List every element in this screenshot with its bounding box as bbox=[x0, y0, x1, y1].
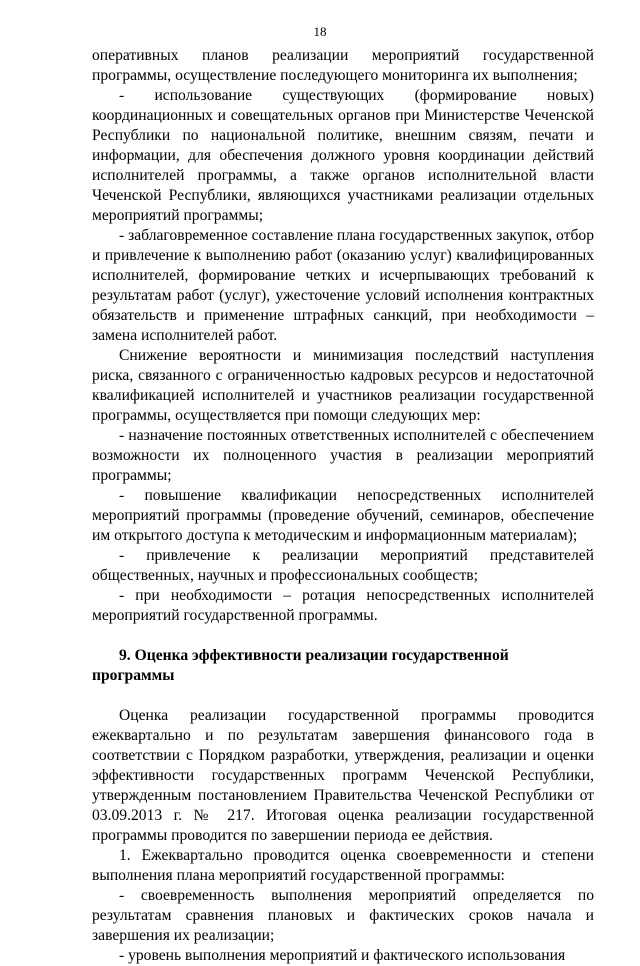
paragraph: - привлечение к реализации мероприятий представителей общественных, научных и профессиональных сообществ; bbox=[92, 547, 594, 584]
section-spacer bbox=[92, 686, 594, 706]
paragraph: - использование существующих (формирование новых) координационных и совещательных органов при Министерстве Чеченской Республики по национальной политике, внешним связям, печати и информации, для обеспечения должного уровня координации действий исполнителей программы, а также органов исполнительной власти Чеченской Республики, являющихся участниками реализации отдельных мероприятий программы; bbox=[92, 87, 594, 224]
paragraph: - повышение квалификации непосредственных исполнителей мероприятий программы (проведение обучений, семинаров, обеспечение им открытого доступа к методическим и информационным материалам); bbox=[92, 487, 594, 544]
paragraph: оперативных планов реализации мероприятий государственной программы, осуществление последующего мониторинга их выполнения; bbox=[92, 47, 594, 84]
paragraph: - при необходимости – ротация непосредственных исполнителей мероприятий государственной программы. bbox=[92, 587, 594, 624]
paragraph: Снижение вероятности и минимизация последствий наступления риска, связанного с ограниченностью кадровых ресурсов и недостаточной квалификацией исполнителей и участников реализации государственной программы, осуществляется при помощи следующих мер: bbox=[92, 347, 594, 424]
paragraph: 1. Ежеквартально проводится оценка своевременности и степени выполнения плана мероприятий государственной программы: bbox=[92, 847, 594, 884]
document-body bbox=[92, 46, 594, 966]
paragraph: - назначение постоянных ответственных исполнителей с обеспечением возможности их полноценного участия в реализации мероприятий программы; bbox=[92, 427, 594, 484]
paragraph: - заблаговременное составление плана государственных закупок, отбор и привлечение к выполнению работ (оказанию услуг) квалифицированных исполнителей, формирование четких и исчерпывающих требований к результатам работ (услуг), ужесточение условий исполнения контрактных обязательств и применение штрафных санкций, при необходимости – замена исполнителей работ. bbox=[92, 227, 594, 344]
paragraph: - уровень выполнения мероприятий и фактического использования bbox=[119, 947, 566, 964]
section-heading: 9. Оценка эффективности реализации государственной программы bbox=[92, 647, 509, 684]
page-number: 18 bbox=[313, 24, 327, 39]
paragraph: Оценка реализации государственной программы проводится ежеквартально и по результатам завершения финансового года в соответствии с Порядком разработки, утверждения, реализации и оценки эффективности государственных программ Чеченской Республики, утвержденным постановлением Правительства Чеченской Республики от 03.09.2013 г. № 217. Итоговая оценка реализации государственной программы проводится по завершении периода ее действия. bbox=[92, 707, 594, 844]
section-spacer bbox=[92, 626, 594, 646]
paragraph: - своевременность выполнения мероприятий определяется по результатам сравнения плановых и фактических сроков начала и завершения их реализации; bbox=[92, 887, 594, 944]
